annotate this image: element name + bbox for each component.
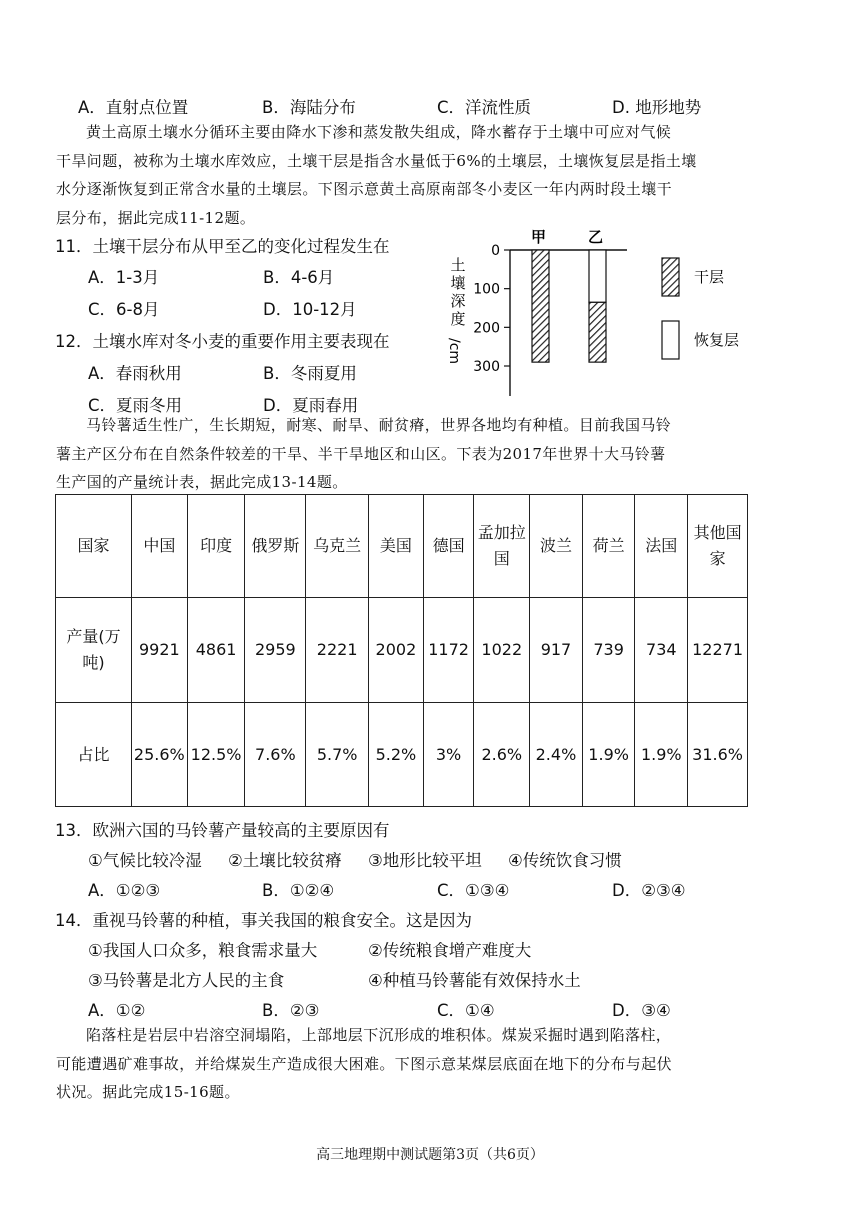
intro-1-line-2: 干旱问题，被称为土壤水库效应，土壤干层是指含水量低于6%的土壤层，土壤恢复层是指土壤 <box>56 151 697 170</box>
table-cell-country: 其他国家 <box>688 495 748 598</box>
table-cell-output: 1172 <box>423 598 474 703</box>
legend-swatch <box>662 258 679 296</box>
y-axis-label-char: 壤 <box>450 274 466 292</box>
intro-2-line-2: 薯主产区分布在自然条件较差的干旱、半干旱地区和山区。下表为2017年世界十大马铃薯 <box>56 444 666 463</box>
q14-item-2: ②传统粮食增产难度大 <box>368 941 532 960</box>
q13-option-c: C．①③④ <box>437 881 510 900</box>
intro-paragraph-potato <box>56 411 756 497</box>
table-cell-output: 1022 <box>474 598 530 703</box>
table-cell-output: 2959 <box>245 598 306 703</box>
q13-item-3: ③地形比较平坦 <box>368 851 482 870</box>
q13-stem: 13．欧洲六国的马铃薯产量较高的主要原因有 <box>55 821 390 840</box>
legend-swatch <box>662 321 679 359</box>
table-cell-country: 孟加拉国 <box>474 495 530 598</box>
y-axis-ticks <box>473 243 510 375</box>
q10-option-c: C．洋流性质 <box>437 98 532 117</box>
q14-stem: 14．重视马铃薯的种植，事关我国的粮食安全。这是因为 <box>55 911 472 930</box>
intro-3-line-2: 可能遭遇矿难事故，并给煤炭生产造成很大困难。下图示意某煤层底面在地下的分布与起伏 <box>56 1054 673 1073</box>
q14-option-a: A．①② <box>88 1001 146 1020</box>
table-cell-country: 俄罗斯 <box>245 495 306 598</box>
table-cell-output: 739 <box>582 598 635 703</box>
table-row-share <box>56 703 748 807</box>
table-row-output <box>56 598 748 703</box>
q13-option-b: B．①②④ <box>262 881 335 900</box>
intro-2-line-3: 生产国的产量统计表，据此完成13-14题。 <box>56 473 348 491</box>
q14-option-c: C．①④ <box>437 1001 495 1020</box>
table-cell-share: 3% <box>423 703 474 807</box>
table-cell-share: 12.5% <box>187 703 245 807</box>
q10-option-a: A．直射点位置 <box>78 98 189 117</box>
table-cell-country: 波兰 <box>530 495 583 598</box>
table-cell-output: 2221 <box>306 598 369 703</box>
category-label: 乙 <box>587 228 604 246</box>
table-row-country <box>56 495 748 598</box>
table-cell-share: 7.6% <box>245 703 306 807</box>
table-cell-output: 9921 <box>131 598 187 703</box>
q14-item-1: ①我国人口众多，粮食需求量大 <box>88 941 318 960</box>
table-cell-output: 734 <box>635 598 688 703</box>
table-header-output: 产量(万吨) <box>56 598 132 703</box>
table-cell-country: 印度 <box>187 495 245 598</box>
intro-paragraph-collapse-column <box>56 1021 756 1107</box>
q11-option-b: B．4-6月 <box>263 268 335 287</box>
potato-production-table <box>55 494 748 807</box>
q11-option-d: D．10-12月 <box>263 300 357 319</box>
q12-option-b: B．冬雨夏用 <box>263 364 357 383</box>
table-cell-share: 2.4% <box>530 703 583 807</box>
q14-item-3: ③马铃薯是北方人民的主食 <box>88 971 285 990</box>
table-cell-output: 4861 <box>187 598 245 703</box>
intro-1-line-3: 水分逐渐恢复到正常含水量的土壤层。下图示意黄土高原南部冬小麦区一年内两时段土壤干 <box>56 180 673 198</box>
table-cell-share: 5.2% <box>369 703 424 807</box>
chart-category-labels <box>531 228 603 246</box>
q13-item-4: ④传统饮食习惯 <box>508 851 622 870</box>
q11-option-a: A．1-3月 <box>88 268 160 287</box>
table-cell-country: 法国 <box>635 495 688 598</box>
table-cell-output: 2002 <box>369 598 424 703</box>
soil-dry-layer-chart <box>440 226 770 406</box>
table-cell-country: 德国 <box>423 495 474 598</box>
y-tick-label: 100 <box>473 281 500 298</box>
intro-2-line-1: 马铃薯适生性广，生长期短，耐寒、耐旱、耐贫瘠，世界各地均有种植。目前我国马铃 <box>86 416 672 434</box>
intro-1-line-1: 黄土高原土壤水分循环主要由降水下渗和蒸发散失组成，降水蓄存于土壤中可应对气候 <box>86 123 672 141</box>
table-cell-share: 31.6% <box>688 703 748 807</box>
table-cell-share: 25.6% <box>131 703 187 807</box>
q12-option-a: A．春雨秋用 <box>88 364 182 383</box>
q13-option-a: A．①②③ <box>88 881 161 900</box>
q12-stem: 12．土壤水库对冬小麦的重要作用主要表现在 <box>55 332 390 351</box>
table-cell-share: 5.7% <box>306 703 369 807</box>
table-cell-country: 中国 <box>131 495 187 598</box>
y-axis-label-char: 土 <box>450 256 466 274</box>
y-tick-label: 200 <box>473 320 500 337</box>
category-label: 甲 <box>530 228 547 246</box>
q13-item-2: ②土壤比较贫瘠 <box>228 851 342 870</box>
chart-bars <box>532 250 606 362</box>
q10-option-d: D. 地形地势 <box>612 98 702 117</box>
y-axis-label-char: 深 <box>450 292 466 310</box>
y-axis-label <box>446 256 466 364</box>
intro-paragraph-soil <box>56 118 756 232</box>
q11-option-c: C．6-8月 <box>88 300 160 319</box>
q13-option-d: D．②③④ <box>612 881 686 900</box>
q13-item-1: ①气候比较冷湿 <box>88 851 202 870</box>
q12-option-c: C．夏雨冬用 <box>88 396 183 415</box>
intro-1-line-4: 层分布，据此完成11-12题。 <box>56 208 256 227</box>
table-cell-share: 1.9% <box>582 703 635 807</box>
y-tick-label: 0 <box>491 243 500 259</box>
bar-recovery-layer <box>589 250 606 302</box>
intro-3-line-3: 状况。据此完成15-16题。 <box>56 1083 240 1101</box>
bar-dry-layer <box>532 250 549 362</box>
page-footer: 高三地理期中测试题第3页（共6页） <box>316 1147 544 1163</box>
table-cell-output: 12271 <box>688 598 748 703</box>
table-cell-country: 美国 <box>369 495 424 598</box>
table-header-country: 国家 <box>56 495 132 598</box>
intro-3-line-1: 陷落柱是岩层中岩溶空洞塌陷，上部地层下沉形成的堆积体。煤炭采掘时遇到陷落柱， <box>86 1026 672 1044</box>
table-cell-share: 2.6% <box>474 703 530 807</box>
q14-option-b: B．②③ <box>262 1001 320 1020</box>
q12-option-d: D．夏雨春用 <box>263 396 359 415</box>
table-cell-output: 917 <box>530 598 583 703</box>
q10-option-b: B．海陆分布 <box>262 98 356 117</box>
y-axis-label-unit: /cm <box>446 338 462 365</box>
q14-option-d: D．③④ <box>612 1001 671 1020</box>
chart-legend <box>662 258 739 359</box>
y-axis-label-char: 度 <box>450 310 466 328</box>
table-header-share: 占比 <box>56 703 132 807</box>
q14-item-4: ④种植马铃薯能有效保持水土 <box>368 971 581 990</box>
legend-label: 恢复层 <box>694 331 740 349</box>
table-cell-share: 1.9% <box>635 703 688 807</box>
bar-dry-layer <box>589 302 606 362</box>
table-cell-country: 荷兰 <box>582 495 635 598</box>
table-cell-country: 乌克兰 <box>306 495 369 598</box>
legend-label: 干层 <box>694 268 725 286</box>
q11-stem: 11．土壤干层分布从甲至乙的变化过程发生在 <box>55 237 390 256</box>
y-tick-label: 300 <box>473 359 500 375</box>
